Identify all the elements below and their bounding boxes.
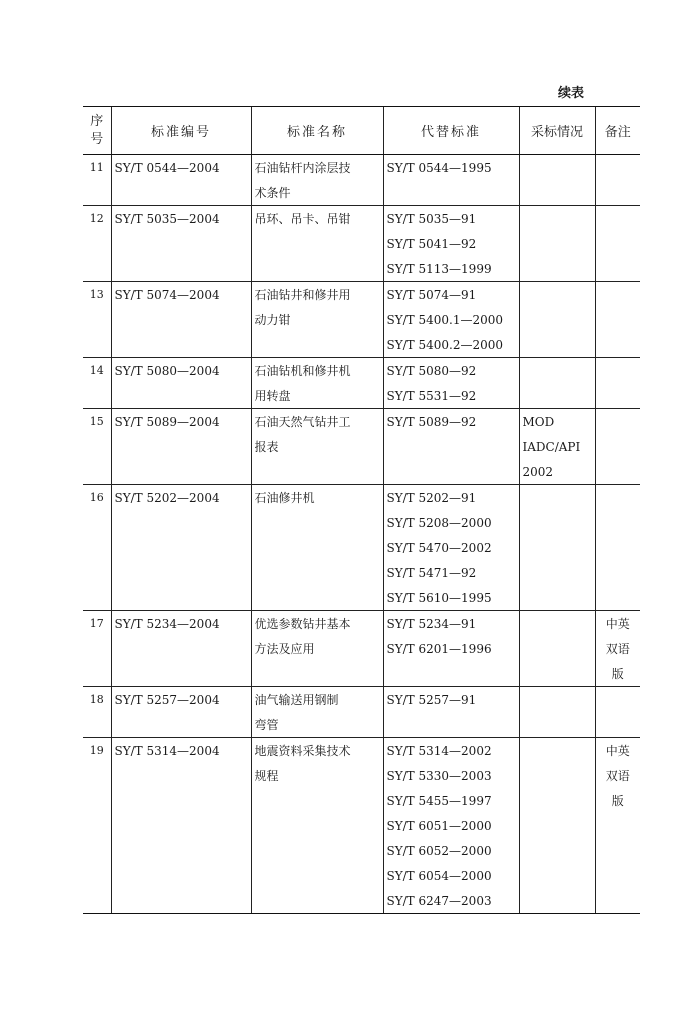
cell-code: SY/T 5080—2004	[111, 358, 251, 384]
cell-seq: 11	[83, 155, 111, 181]
cell-remark	[595, 256, 640, 282]
table-row	[83, 332, 640, 358]
cell-seq	[83, 585, 111, 611]
table-row	[83, 358, 640, 384]
cell-adopt	[519, 155, 595, 181]
cell-name	[251, 863, 383, 888]
cell-name	[251, 611, 383, 637]
cell-adopt	[519, 307, 595, 332]
cell-name	[251, 510, 383, 535]
cell-remark	[595, 459, 640, 485]
cell-replace	[383, 155, 519, 181]
cell-seq	[83, 231, 111, 256]
cell-replace	[383, 358, 519, 384]
cell-remark	[595, 712, 640, 738]
cell-remark	[595, 763, 640, 788]
cell-seq	[83, 434, 111, 459]
cell-name	[251, 332, 383, 358]
name-line: 方法及应用	[254, 642, 315, 656]
name-line: 石油修井机	[254, 491, 315, 505]
replace-line: SY/T 5471—92	[386, 566, 477, 580]
cell-remark	[595, 383, 640, 409]
cell-seq	[83, 383, 111, 409]
table-row	[83, 535, 640, 560]
cell-adopt	[519, 459, 595, 485]
cell-code	[111, 888, 251, 914]
cell-name	[251, 256, 383, 282]
cell-code	[111, 838, 251, 863]
table-row	[83, 636, 640, 661]
cell-remark	[595, 206, 640, 232]
cell-code	[111, 585, 251, 611]
cell-seq	[83, 560, 111, 585]
cell-code	[111, 712, 251, 738]
table-row	[83, 712, 640, 738]
cell-remark	[595, 838, 640, 863]
cell-code	[111, 459, 251, 485]
cell-name	[251, 712, 383, 738]
replace-line: SY/T 5257—91	[386, 693, 477, 707]
replace-line: SY/T 5470—2002	[386, 541, 492, 555]
cell-remark	[595, 231, 640, 256]
cell-replace	[383, 231, 519, 256]
replace-line: SY/T 5035—91	[386, 212, 477, 226]
cell-replace	[383, 738, 519, 764]
header-row	[83, 107, 640, 155]
cell-name	[251, 180, 383, 206]
cell-seq	[83, 813, 111, 838]
adopt-line: MOD	[522, 415, 555, 429]
header-seq: 序号	[83, 107, 111, 155]
cell-code	[111, 560, 251, 585]
cell-name	[251, 738, 383, 764]
cell-name	[251, 409, 383, 435]
cell-remark	[595, 180, 640, 206]
name-line: 优选参数钻井基本	[254, 617, 351, 631]
cell-code	[111, 434, 251, 459]
cell-remark	[595, 611, 640, 637]
table-row	[83, 661, 640, 687]
cell-replace	[383, 535, 519, 560]
header-adopt: 采标情况	[519, 107, 595, 155]
cell-seq	[83, 661, 111, 687]
cell-code	[111, 863, 251, 888]
table-row	[83, 888, 640, 914]
cell-remark	[595, 307, 640, 332]
header-name: 标准名称	[251, 107, 383, 155]
cell-adopt	[519, 788, 595, 813]
cell-replace	[383, 788, 519, 813]
table-row	[83, 485, 640, 511]
replace-line: SY/T 5610—1995	[386, 591, 492, 605]
cell-remark	[595, 636, 640, 661]
cell-replace	[383, 813, 519, 838]
name-line: 报表	[254, 440, 279, 454]
cell-remark	[595, 560, 640, 585]
cell-seq	[83, 636, 111, 661]
cell-adopt	[519, 636, 595, 661]
adopt-line: IADC/API	[522, 440, 581, 454]
replace-line: SY/T 5400.1—2000	[386, 313, 504, 327]
cell-code	[111, 383, 251, 409]
cell-adopt	[519, 888, 595, 914]
name-line: 石油钻机和修井机	[254, 364, 351, 378]
cell-name	[251, 888, 383, 914]
cell-name	[251, 307, 383, 332]
table-row	[83, 256, 640, 282]
table-row	[83, 788, 640, 813]
header-replace: 代替标准	[383, 107, 519, 155]
cell-replace	[383, 434, 519, 459]
cell-replace	[383, 838, 519, 863]
cell-seq: 16	[83, 485, 111, 511]
cell-adopt	[519, 256, 595, 282]
cell-adopt	[519, 585, 595, 611]
name-line: 石油钻杆内涂层技	[254, 161, 351, 175]
cell-name	[251, 560, 383, 585]
cell-seq	[83, 712, 111, 738]
cell-name	[251, 358, 383, 384]
header-code: 标准编号	[111, 107, 251, 155]
cell-remark	[595, 888, 640, 914]
cell-name	[251, 813, 383, 838]
name-line: 用转盘	[254, 389, 291, 403]
cell-replace	[383, 661, 519, 687]
table-row	[83, 180, 640, 206]
replace-line: SY/T 5202—91	[386, 491, 477, 505]
replace-line: SY/T 5455—1997	[386, 794, 492, 808]
cell-code: SY/T 5257—2004	[111, 687, 251, 713]
cell-seq: 19	[83, 738, 111, 764]
cell-remark	[595, 585, 640, 611]
table-row	[83, 611, 640, 637]
cell-adopt	[519, 409, 595, 435]
replace-line: SY/T 6051—2000	[386, 819, 492, 833]
replace-line: SY/T 5330—2003	[386, 769, 492, 783]
table-row	[83, 838, 640, 863]
cell-adopt	[519, 712, 595, 738]
cell-remark	[595, 661, 640, 687]
cell-code	[111, 231, 251, 256]
cell-replace	[383, 888, 519, 914]
cell-code	[111, 510, 251, 535]
cell-replace	[383, 180, 519, 206]
table-row	[83, 863, 640, 888]
cell-remark	[595, 358, 640, 384]
cell-replace	[383, 307, 519, 332]
name-line: 石油钻井和修井用	[254, 288, 351, 302]
cell-adopt	[519, 687, 595, 713]
cell-remark	[595, 535, 640, 560]
cell-adopt	[519, 838, 595, 863]
cell-replace	[383, 282, 519, 308]
remark-line: 双语	[605, 642, 630, 656]
replace-line: SY/T 5113—1999	[386, 262, 492, 276]
cell-seq	[83, 863, 111, 888]
replace-line: SY/T 6247—2003	[386, 894, 492, 908]
cell-remark	[595, 434, 640, 459]
cell-name	[251, 535, 383, 560]
cell-replace	[383, 560, 519, 585]
cell-replace	[383, 256, 519, 282]
name-line: 地震资料采集技术	[254, 744, 351, 758]
cell-adopt	[519, 535, 595, 560]
cell-code	[111, 813, 251, 838]
cell-replace	[383, 332, 519, 358]
table-row	[83, 687, 640, 713]
cell-code: SY/T 5314—2004	[111, 738, 251, 764]
cell-adopt	[519, 661, 595, 687]
replace-line: SY/T 5314—2002	[386, 744, 492, 758]
cell-code: SY/T 0544—2004	[111, 155, 251, 181]
cell-replace	[383, 611, 519, 637]
table-body	[83, 155, 640, 914]
cell-remark	[595, 863, 640, 888]
name-line: 吊环、吊卡、吊钳	[254, 212, 351, 226]
cell-name	[251, 636, 383, 661]
cell-remark	[595, 282, 640, 308]
cell-seq: 18	[83, 687, 111, 713]
cell-replace	[383, 863, 519, 888]
cell-code	[111, 788, 251, 813]
cell-code	[111, 535, 251, 560]
cell-name	[251, 788, 383, 813]
cell-adopt	[519, 206, 595, 232]
remark-line: 中英	[605, 744, 630, 758]
table-row	[83, 307, 640, 332]
header-remark: 备注	[595, 107, 640, 155]
table-row	[83, 409, 640, 435]
table-row	[83, 155, 640, 181]
cell-replace	[383, 409, 519, 435]
cell-seq	[83, 510, 111, 535]
cell-adopt	[519, 282, 595, 308]
cell-code: SY/T 5234—2004	[111, 611, 251, 637]
cell-seq	[83, 838, 111, 863]
cell-seq: 13	[83, 282, 111, 308]
cell-seq	[83, 763, 111, 788]
cell-adopt	[519, 434, 595, 459]
replace-line: SY/T 5400.2—2000	[386, 338, 504, 352]
cell-remark	[595, 409, 640, 435]
name-line: 术条件	[254, 186, 291, 200]
name-line: 规程	[254, 769, 279, 783]
cell-seq	[83, 256, 111, 282]
cell-adopt	[519, 180, 595, 206]
cell-seq	[83, 459, 111, 485]
replace-line: SY/T 5234—91	[386, 617, 477, 631]
replace-line: SY/T 5089—92	[386, 415, 477, 429]
cell-name	[251, 206, 383, 232]
cell-name	[251, 763, 383, 788]
cell-replace	[383, 206, 519, 232]
replace-line: SY/T 5531—92	[386, 389, 477, 403]
cell-remark	[595, 738, 640, 764]
cell-seq: 14	[83, 358, 111, 384]
standards-table	[83, 106, 640, 914]
cell-replace	[383, 712, 519, 738]
remark-line: 双语	[605, 769, 630, 783]
table-row	[83, 383, 640, 409]
cell-code: SY/T 5035—2004	[111, 206, 251, 232]
remark-line: 版	[611, 667, 624, 681]
cell-adopt	[519, 560, 595, 585]
cell-adopt	[519, 738, 595, 764]
cell-replace	[383, 585, 519, 611]
cell-remark	[595, 813, 640, 838]
replace-line: SY/T 5208—2000	[386, 516, 492, 530]
cell-name	[251, 434, 383, 459]
cell-seq	[83, 535, 111, 560]
continued-label: 续表	[558, 86, 585, 101]
cell-replace	[383, 459, 519, 485]
cell-adopt	[519, 332, 595, 358]
cell-adopt	[519, 813, 595, 838]
cell-replace	[383, 485, 519, 511]
cell-adopt	[519, 383, 595, 409]
replace-line: SY/T 6052—2000	[386, 844, 492, 858]
table-row	[83, 738, 640, 764]
cell-adopt	[519, 763, 595, 788]
table-row	[83, 585, 640, 611]
cell-replace	[383, 510, 519, 535]
adopt-line: 2002	[522, 465, 554, 479]
cell-replace	[383, 687, 519, 713]
replace-line: SY/T 0544—1995	[386, 161, 492, 175]
cell-code: SY/T 5202—2004	[111, 485, 251, 511]
table-row	[83, 434, 640, 459]
table-row	[83, 282, 640, 308]
cell-code	[111, 763, 251, 788]
cell-name	[251, 661, 383, 687]
cell-name	[251, 459, 383, 485]
name-line: 动力钳	[254, 313, 291, 327]
cell-remark	[595, 788, 640, 813]
cell-adopt	[519, 510, 595, 535]
cell-code	[111, 332, 251, 358]
cell-seq: 12	[83, 206, 111, 232]
name-line: 油气输送用钢制	[254, 693, 339, 707]
cell-replace	[383, 383, 519, 409]
replace-line: SY/T 5080—92	[386, 364, 477, 378]
table-row	[83, 231, 640, 256]
table-row	[83, 510, 640, 535]
table-row	[83, 459, 640, 485]
cell-code	[111, 256, 251, 282]
cell-replace	[383, 763, 519, 788]
table-row	[83, 813, 640, 838]
remark-line: 中英	[605, 617, 630, 631]
cell-code: SY/T 5074—2004	[111, 282, 251, 308]
cell-name	[251, 838, 383, 863]
cell-seq: 15	[83, 409, 111, 435]
cell-name	[251, 687, 383, 713]
cell-name	[251, 383, 383, 409]
cell-adopt	[519, 231, 595, 256]
cell-remark	[595, 332, 640, 358]
cell-replace	[383, 636, 519, 661]
table-row	[83, 763, 640, 788]
replace-line: SY/T 6201—1996	[386, 642, 492, 656]
cell-seq	[83, 180, 111, 206]
cell-remark	[595, 485, 640, 511]
cell-seq	[83, 332, 111, 358]
cell-remark	[595, 687, 640, 713]
cell-name	[251, 282, 383, 308]
cell-seq: 17	[83, 611, 111, 637]
table-row	[83, 560, 640, 585]
cell-code	[111, 180, 251, 206]
cell-seq	[83, 788, 111, 813]
cell-remark	[595, 155, 640, 181]
cell-name	[251, 585, 383, 611]
replace-line: SY/T 5074—91	[386, 288, 477, 302]
replace-line: SY/T 6054—2000	[386, 869, 492, 883]
cell-adopt	[519, 611, 595, 637]
replace-line: SY/T 5041—92	[386, 237, 477, 251]
cell-seq	[83, 888, 111, 914]
cell-adopt	[519, 485, 595, 511]
cell-code: SY/T 5089—2004	[111, 409, 251, 435]
cell-adopt	[519, 358, 595, 384]
cell-code	[111, 636, 251, 661]
cell-adopt	[519, 863, 595, 888]
name-line: 石油天然气钻井工	[254, 415, 351, 429]
cell-code	[111, 307, 251, 332]
cell-remark	[595, 510, 640, 535]
table-row	[83, 206, 640, 232]
cell-seq	[83, 307, 111, 332]
cell-name	[251, 231, 383, 256]
cell-code	[111, 661, 251, 687]
cell-name	[251, 155, 383, 181]
name-line: 弯管	[254, 718, 279, 732]
remark-line: 版	[611, 794, 624, 808]
cell-name	[251, 485, 383, 511]
